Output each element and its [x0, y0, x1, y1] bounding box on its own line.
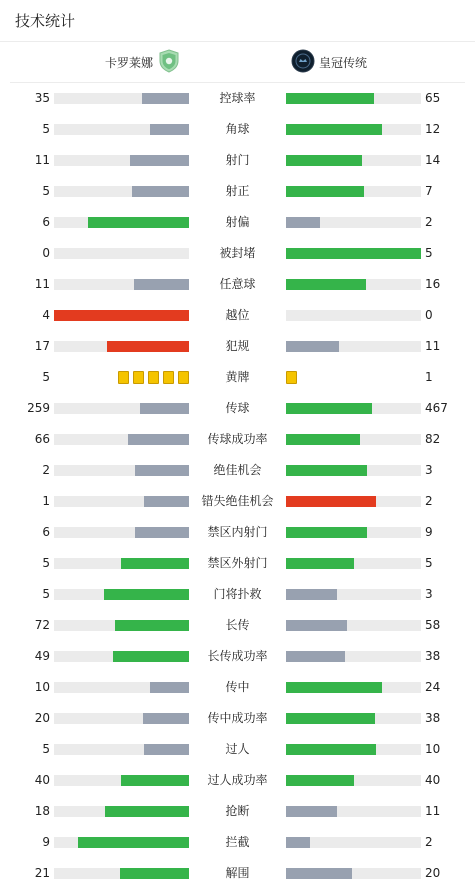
away-team[interactable] — [291, 49, 367, 76]
home-stat-value: 66 — [34, 432, 50, 446]
home-stat-bar — [54, 744, 189, 755]
away-stat-value: 16 — [425, 277, 441, 291]
home-stat-bar — [54, 806, 189, 817]
home-stat-bar — [54, 186, 189, 197]
home-stat-bar-fill — [104, 589, 189, 600]
home-stat-bar-fill — [78, 837, 189, 848]
away-stat-value: 40 — [425, 773, 441, 787]
home-stat-value: 72 — [34, 618, 50, 632]
stat-row — [0, 362, 475, 393]
home-stat-bar — [54, 124, 189, 135]
stat-row — [0, 238, 475, 269]
away-stat-bar — [286, 124, 421, 135]
home-stat-bar-fill — [135, 465, 189, 476]
away-stat-value: 65 — [425, 91, 441, 105]
stat-label: 错失绝佳机会 — [201, 494, 274, 508]
stat-row — [0, 579, 475, 610]
stat-row — [0, 300, 475, 331]
away-stat-value: 5 — [425, 556, 433, 570]
away-stat-bar-fill — [286, 713, 375, 724]
away-stat-bar — [286, 310, 421, 321]
home-stat-value: 49 — [34, 649, 50, 663]
home-stat-value: 6 — [42, 215, 50, 229]
home-stat-value: 21 — [34, 866, 50, 880]
away-stat-bar — [286, 868, 421, 879]
stat-row — [0, 424, 475, 455]
home-stat-bar-fill — [121, 558, 189, 569]
away-yellow-cards — [286, 371, 297, 384]
stat-row — [0, 269, 475, 300]
home-stat-bar — [54, 279, 189, 290]
home-stat-bar-fill — [107, 341, 189, 352]
home-stat-bar — [54, 682, 189, 693]
home-stat-value: 2 — [42, 463, 50, 477]
home-stat-bar-fill — [113, 651, 189, 662]
stat-label: 绝佳机会 — [213, 463, 262, 477]
away-stat-bar-fill — [286, 341, 339, 352]
home-stat-bar — [54, 713, 189, 724]
away-stat-bar-fill — [286, 465, 367, 476]
away-stat-bar-fill — [286, 775, 354, 786]
away-stat-bar-fill — [286, 186, 364, 197]
away-stat-bar — [286, 589, 421, 600]
away-stat-value: 12 — [425, 122, 441, 136]
away-stat-bar — [286, 837, 421, 848]
stat-label: 拦截 — [225, 835, 250, 849]
home-stat-value: 11 — [34, 277, 50, 291]
away-stat-bar-fill — [286, 496, 376, 507]
stat-row — [0, 672, 475, 703]
home-stat-bar — [54, 868, 189, 879]
home-stat-bar-fill — [121, 775, 189, 786]
away-stat-value: 20 — [425, 866, 441, 880]
away-stat-bar-fill — [286, 279, 366, 290]
home-stat-bar-fill — [128, 434, 189, 445]
away-stat-value: 1 — [425, 370, 433, 384]
stat-row — [0, 703, 475, 734]
teams-row — [10, 42, 465, 83]
away-stat-bar — [286, 93, 421, 104]
away-stat-bar — [286, 403, 421, 414]
stat-label: 过人 — [225, 742, 250, 756]
stat-label: 任意球 — [219, 277, 256, 291]
home-stat-bar-fill — [150, 124, 189, 135]
home-stat-value: 9 — [42, 835, 50, 849]
away-stat-bar-fill — [286, 620, 347, 631]
away-stat-bar-fill — [286, 682, 382, 693]
away-stat-bar-fill — [286, 868, 352, 879]
home-team-logo-icon — [159, 49, 179, 76]
stat-label: 射正 — [225, 184, 250, 198]
away-stat-value: 467 — [425, 401, 448, 415]
stat-row — [0, 145, 475, 176]
stat-row — [0, 765, 475, 796]
away-stat-bar-fill — [286, 434, 360, 445]
home-team-name: 卡罗莱娜 — [104, 56, 153, 70]
stat-row — [0, 331, 475, 362]
home-stat-value: 5 — [42, 122, 50, 136]
stat-row — [0, 548, 475, 579]
home-stat-bar — [54, 403, 189, 414]
stat-label: 控球率 — [219, 91, 256, 105]
home-stat-value: 20 — [34, 711, 50, 725]
away-stat-bar — [286, 434, 421, 445]
yellow-card-icon — [163, 371, 174, 384]
stat-label: 禁区外射门 — [207, 556, 268, 570]
away-stat-value: 24 — [425, 680, 441, 694]
away-stat-bar — [286, 713, 421, 724]
home-stat-value: 18 — [34, 804, 50, 818]
yellow-card-icon — [133, 371, 144, 384]
away-stat-value: 58 — [425, 618, 441, 632]
away-stat-value: 11 — [425, 339, 441, 353]
away-stat-bar-fill — [286, 93, 374, 104]
home-stat-bar-fill — [88, 217, 189, 228]
stat-label: 传球 — [225, 401, 250, 415]
stat-label: 传球成功率 — [207, 432, 268, 446]
stat-label: 传中 — [225, 680, 250, 694]
home-stat-bar — [54, 589, 189, 600]
away-stat-bar — [286, 186, 421, 197]
home-stat-bar-fill — [115, 620, 189, 631]
away-stat-bar — [286, 248, 421, 259]
home-stat-value: 5 — [42, 556, 50, 570]
home-stat-value: 259 — [27, 401, 50, 415]
home-stat-bar — [54, 341, 189, 352]
home-stat-bar-fill — [134, 279, 189, 290]
page-title: 技术统计 — [15, 12, 76, 30]
stat-label: 黄牌 — [225, 370, 250, 384]
home-stat-bar-fill — [143, 713, 189, 724]
away-stat-bar — [286, 496, 421, 507]
yellow-card-icon — [118, 371, 129, 384]
away-stat-bar — [286, 341, 421, 352]
stat-row — [0, 796, 475, 827]
yellow-card-icon — [286, 371, 297, 384]
away-stat-bar — [286, 217, 421, 228]
home-stat-value: 35 — [34, 91, 50, 105]
home-stat-bar — [54, 217, 189, 228]
away-stat-bar — [286, 279, 421, 290]
away-stat-bar-fill — [286, 248, 421, 259]
away-stat-bar — [286, 465, 421, 476]
away-stat-value: 9 — [425, 525, 433, 539]
away-stat-bar — [286, 155, 421, 166]
stat-row — [0, 827, 475, 858]
home-stat-bar — [54, 775, 189, 786]
stat-row — [0, 207, 475, 238]
stat-label: 犯规 — [225, 339, 250, 353]
away-stat-bar-fill — [286, 155, 362, 166]
stat-label: 传中成功率 — [207, 711, 268, 725]
away-stat-bar-fill — [286, 124, 382, 135]
stat-label: 射门 — [225, 153, 250, 167]
away-stat-value: 2 — [425, 215, 433, 229]
away-stat-bar-fill — [286, 403, 372, 414]
home-stat-value: 5 — [42, 370, 50, 384]
home-stat-value: 40 — [34, 773, 50, 787]
away-stat-bar-fill — [286, 589, 337, 600]
away-stat-bar-fill — [286, 558, 354, 569]
home-stat-bar-fill — [150, 682, 189, 693]
home-team[interactable] — [105, 49, 179, 76]
away-stat-bar — [286, 651, 421, 662]
home-stat-bar — [54, 527, 189, 538]
stat-row — [0, 83, 475, 114]
home-stat-value: 10 — [34, 680, 50, 694]
stats-list — [0, 83, 475, 889]
home-stat-bar-fill — [120, 868, 189, 879]
away-stat-value: 0 — [425, 308, 433, 322]
home-stat-bar-fill — [132, 186, 189, 197]
home-stat-value: 1 — [42, 494, 50, 508]
stat-label: 长传成功率 — [207, 649, 268, 663]
home-stat-value: 17 — [34, 339, 50, 353]
stat-row — [0, 734, 475, 765]
stat-row — [0, 610, 475, 641]
stat-label: 长传 — [225, 618, 250, 632]
home-stat-bar-fill — [135, 527, 189, 538]
home-stat-value: 5 — [42, 184, 50, 198]
away-stat-value: 7 — [425, 184, 433, 198]
stat-row — [0, 455, 475, 486]
away-stat-value: 2 — [425, 835, 433, 849]
away-stat-value: 11 — [425, 804, 441, 818]
home-stat-value: 5 — [42, 587, 50, 601]
away-stat-bar-fill — [286, 837, 310, 848]
home-yellow-cards — [118, 371, 189, 384]
stat-label: 抢断 — [225, 804, 250, 818]
yellow-card-icon — [178, 371, 189, 384]
home-stat-bar-fill — [142, 93, 189, 104]
stats-header — [0, 0, 475, 42]
home-stat-bar-fill — [144, 744, 189, 755]
away-stat-value: 2 — [425, 494, 433, 508]
home-stat-value: 4 — [42, 308, 50, 322]
home-stat-bar — [54, 155, 189, 166]
home-stat-bar-fill — [105, 806, 189, 817]
stat-row — [0, 393, 475, 424]
away-stat-bar — [286, 806, 421, 817]
yellow-card-icon — [148, 371, 159, 384]
home-stat-bar-fill — [144, 496, 189, 507]
stat-row — [0, 641, 475, 672]
away-stat-bar — [286, 527, 421, 538]
home-stat-bar — [54, 93, 189, 104]
stat-row — [0, 858, 475, 889]
away-stat-bar — [286, 558, 421, 569]
home-stat-bar — [54, 496, 189, 507]
home-stat-value: 5 — [42, 742, 50, 756]
home-stat-value: 0 — [42, 246, 50, 260]
home-stat-bar — [54, 248, 189, 259]
away-stat-value: 82 — [425, 432, 441, 446]
stat-label: 过人成功率 — [207, 773, 268, 787]
away-stat-value: 38 — [425, 649, 441, 663]
away-stat-bar — [286, 620, 421, 631]
home-stat-bar — [54, 558, 189, 569]
away-stat-value: 10 — [425, 742, 441, 756]
away-stat-bar — [286, 682, 421, 693]
away-stat-bar-fill — [286, 217, 320, 228]
away-stat-bar-fill — [286, 651, 345, 662]
away-stat-bar-fill — [286, 806, 337, 817]
away-stat-bar — [286, 744, 421, 755]
stat-row — [0, 517, 475, 548]
home-stat-bar-fill — [54, 310, 189, 321]
away-stat-bar-fill — [286, 527, 367, 538]
away-team-logo-icon — [291, 49, 315, 76]
away-stat-value: 5 — [425, 246, 433, 260]
away-stat-value: 3 — [425, 587, 433, 601]
stat-label: 禁区内射门 — [207, 525, 268, 539]
away-stat-value: 3 — [425, 463, 433, 477]
home-stat-bar — [54, 465, 189, 476]
stat-row — [0, 486, 475, 517]
home-stat-value: 6 — [42, 525, 50, 539]
away-stat-bar — [286, 775, 421, 786]
stat-label: 射偏 — [225, 215, 250, 229]
home-stat-value: 11 — [34, 153, 50, 167]
away-stat-bar-fill — [286, 744, 376, 755]
away-team-name: 皇冠传统 — [319, 56, 368, 70]
stat-label: 角球 — [225, 122, 250, 136]
home-stat-bar-fill — [140, 403, 189, 414]
home-stat-bar — [54, 310, 189, 321]
home-stat-bar — [54, 620, 189, 631]
stat-label: 门将扑救 — [213, 587, 262, 601]
home-stat-bar — [54, 651, 189, 662]
home-stat-bar-fill — [130, 155, 189, 166]
stat-row — [0, 176, 475, 207]
stat-label: 越位 — [225, 308, 250, 322]
away-stat-value: 38 — [425, 711, 441, 725]
home-stat-bar — [54, 434, 189, 445]
stat-label: 解围 — [225, 866, 250, 880]
stat-row — [0, 114, 475, 145]
home-stat-bar — [54, 837, 189, 848]
stat-label: 被封堵 — [219, 246, 256, 260]
away-stat-value: 14 — [425, 153, 441, 167]
